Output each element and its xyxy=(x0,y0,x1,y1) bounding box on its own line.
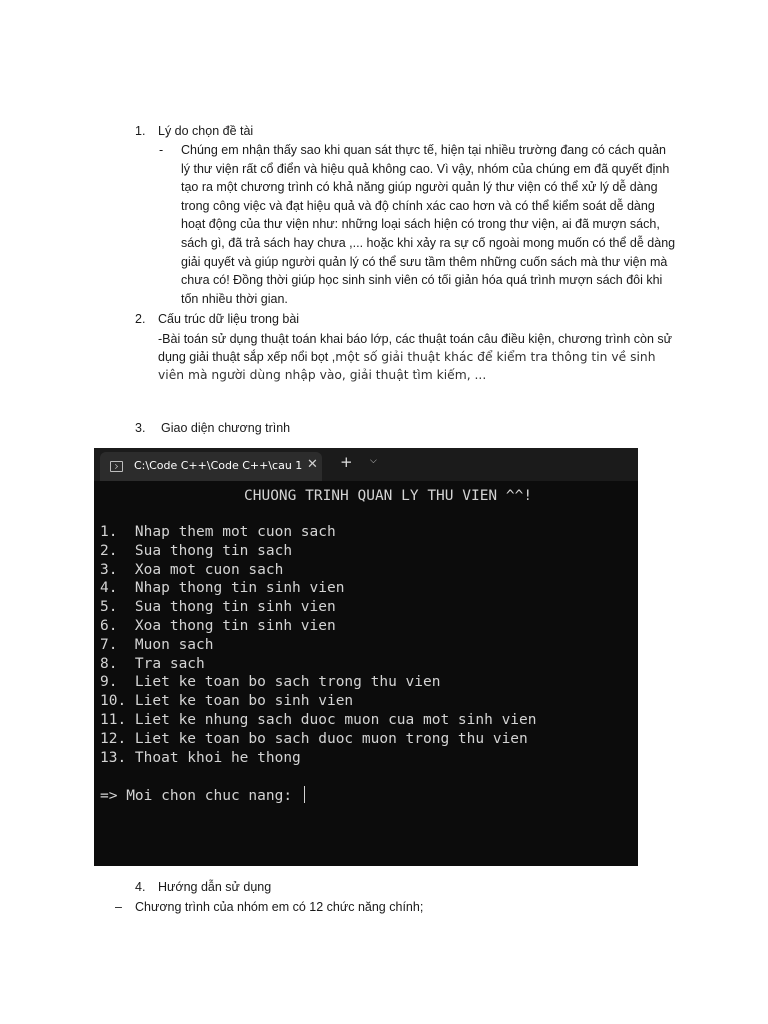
terminal-menu-item: 13. Thoat khoi he thong xyxy=(100,749,301,766)
section-1-dash: - xyxy=(159,143,164,157)
terminal-menu-item: 7. Muon sach xyxy=(100,636,214,653)
section-2-number: 2. xyxy=(135,312,146,326)
terminal-tab[interactable] xyxy=(100,452,322,481)
section-1-line: giải quyết và giúp người quản lý có thể sưu tầm thêm những cuốn sách mà thư viện mà xyxy=(181,254,668,269)
chevron-down-icon[interactable]: ⌵ xyxy=(370,456,377,466)
section-1-title: Lý do chọn đề tài xyxy=(158,124,254,138)
terminal-menu xyxy=(100,523,537,767)
terminal-menu-item: 12. Liet ke toan bo sach duoc muon trong thu vien xyxy=(100,730,528,747)
terminal-menu-item: 2. Sua thong tin sach xyxy=(100,542,293,559)
terminal-menu-item: 11. Liet ke nhung sach duoc muon cua mot sinh vien xyxy=(100,711,537,728)
section-1-line: sách gì, đã trả sách hay chưa ,... hoặc khi xảy ra sự cố ngoài mong muốn có thể dễ dàng xyxy=(181,235,676,250)
section-2-line-2a: dụng giải thuật sắp xếp nổi bọt , xyxy=(158,350,336,364)
section-1-line: Chúng em nhận thấy sao khi quan sát thực tế, hiện tại nhiều trường đang có cách quản xyxy=(181,143,666,157)
section-1-paragraph xyxy=(181,141,681,308)
section-2-line-3: viên mà người dùng nhập vào, giải thuật tìm kiếm, ... xyxy=(158,368,487,382)
terminal-menu-item: 8. Tra sach xyxy=(100,655,205,672)
section-4-dash: – xyxy=(115,900,122,914)
terminal-menu-item: 6. Xoa thong tin sinh vien xyxy=(100,617,336,634)
terminal-body[interactable] xyxy=(94,481,638,866)
section-1-line: lý thư viện rất cổ điển và hiệu quả không cao. Vì vậy, nhóm của chúng em đã quyết định xyxy=(181,161,670,176)
new-tab-icon[interactable]: + xyxy=(340,453,353,471)
terminal-menu-item: 10. Liet ke toan bo sinh vien xyxy=(100,693,354,710)
terminal-menu-item: 5. Sua thong tin sinh vien xyxy=(100,599,336,616)
section-1-line: hoạt động của thư viện như: những loại sách hiện có trong thư viện, ai đã mượn sách, xyxy=(181,217,660,232)
section-2-line-2 xyxy=(158,348,656,367)
section-4-text: Chương trình của nhóm em có 12 chức năng chính; xyxy=(135,900,424,914)
terminal-titlebar xyxy=(94,448,638,481)
section-2-line-2b: một số giải thuật khác để kiểm tra thông tin về sinh xyxy=(335,350,656,364)
section-3-number: 3. xyxy=(135,421,146,435)
section-4-title: Hướng dẫn sử dụng xyxy=(158,880,272,894)
section-1-line: tốn nhiều thời gian. xyxy=(181,291,288,306)
terminal-prompt-text: => Moi chon chuc nang: xyxy=(100,788,301,804)
terminal-heading: CHUONG TRINH QUAN LY THU VIEN ^^! xyxy=(244,488,533,504)
section-2-title: Cấu trúc dữ liệu trong bài xyxy=(158,312,300,326)
terminal-menu-item: 4. Nhap thong tin sinh vien xyxy=(100,580,345,597)
section-2-line-1: -Bài toán sử dụng thuật toán khai báo lớp, các thuật toán câu điều kiện, chương trình còn sử xyxy=(158,332,673,346)
section-1-line: trong công việc và đạt hiệu quả và độ chính xác cao hơn và có thể kiểm soát dễ dàng xyxy=(181,198,655,213)
close-icon[interactable]: ✕ xyxy=(307,457,318,472)
terminal-tab-title: C:\Code C++\Code C++\cau 1 xyxy=(134,459,303,472)
section-4-number: 4. xyxy=(135,880,146,894)
terminal-menu-item: 9. Liet ke toan bo sach trong thu vien xyxy=(100,674,441,691)
section-1-number: 1. xyxy=(135,124,146,138)
terminal-prompt xyxy=(100,786,305,804)
text-cursor xyxy=(304,786,305,803)
terminal-screenshot xyxy=(94,448,638,866)
terminal-menu-item: 3. Xoa mot cuon sach xyxy=(100,561,284,578)
section-1-line: tạo ra một chương trình có khả năng giúp người quản lý thư viện có thể xử lý dễ dàng xyxy=(181,180,658,195)
terminal-icon xyxy=(110,461,123,472)
section-3-title: Giao diện chương trình xyxy=(161,421,291,435)
section-1-line: chưa có! Đồng thời giúp học sinh sinh viên có tối giản hóa quá trình mượn sách đôi khi xyxy=(181,273,663,288)
terminal-menu-item: 1. Nhap them mot cuon sach xyxy=(100,524,336,540)
